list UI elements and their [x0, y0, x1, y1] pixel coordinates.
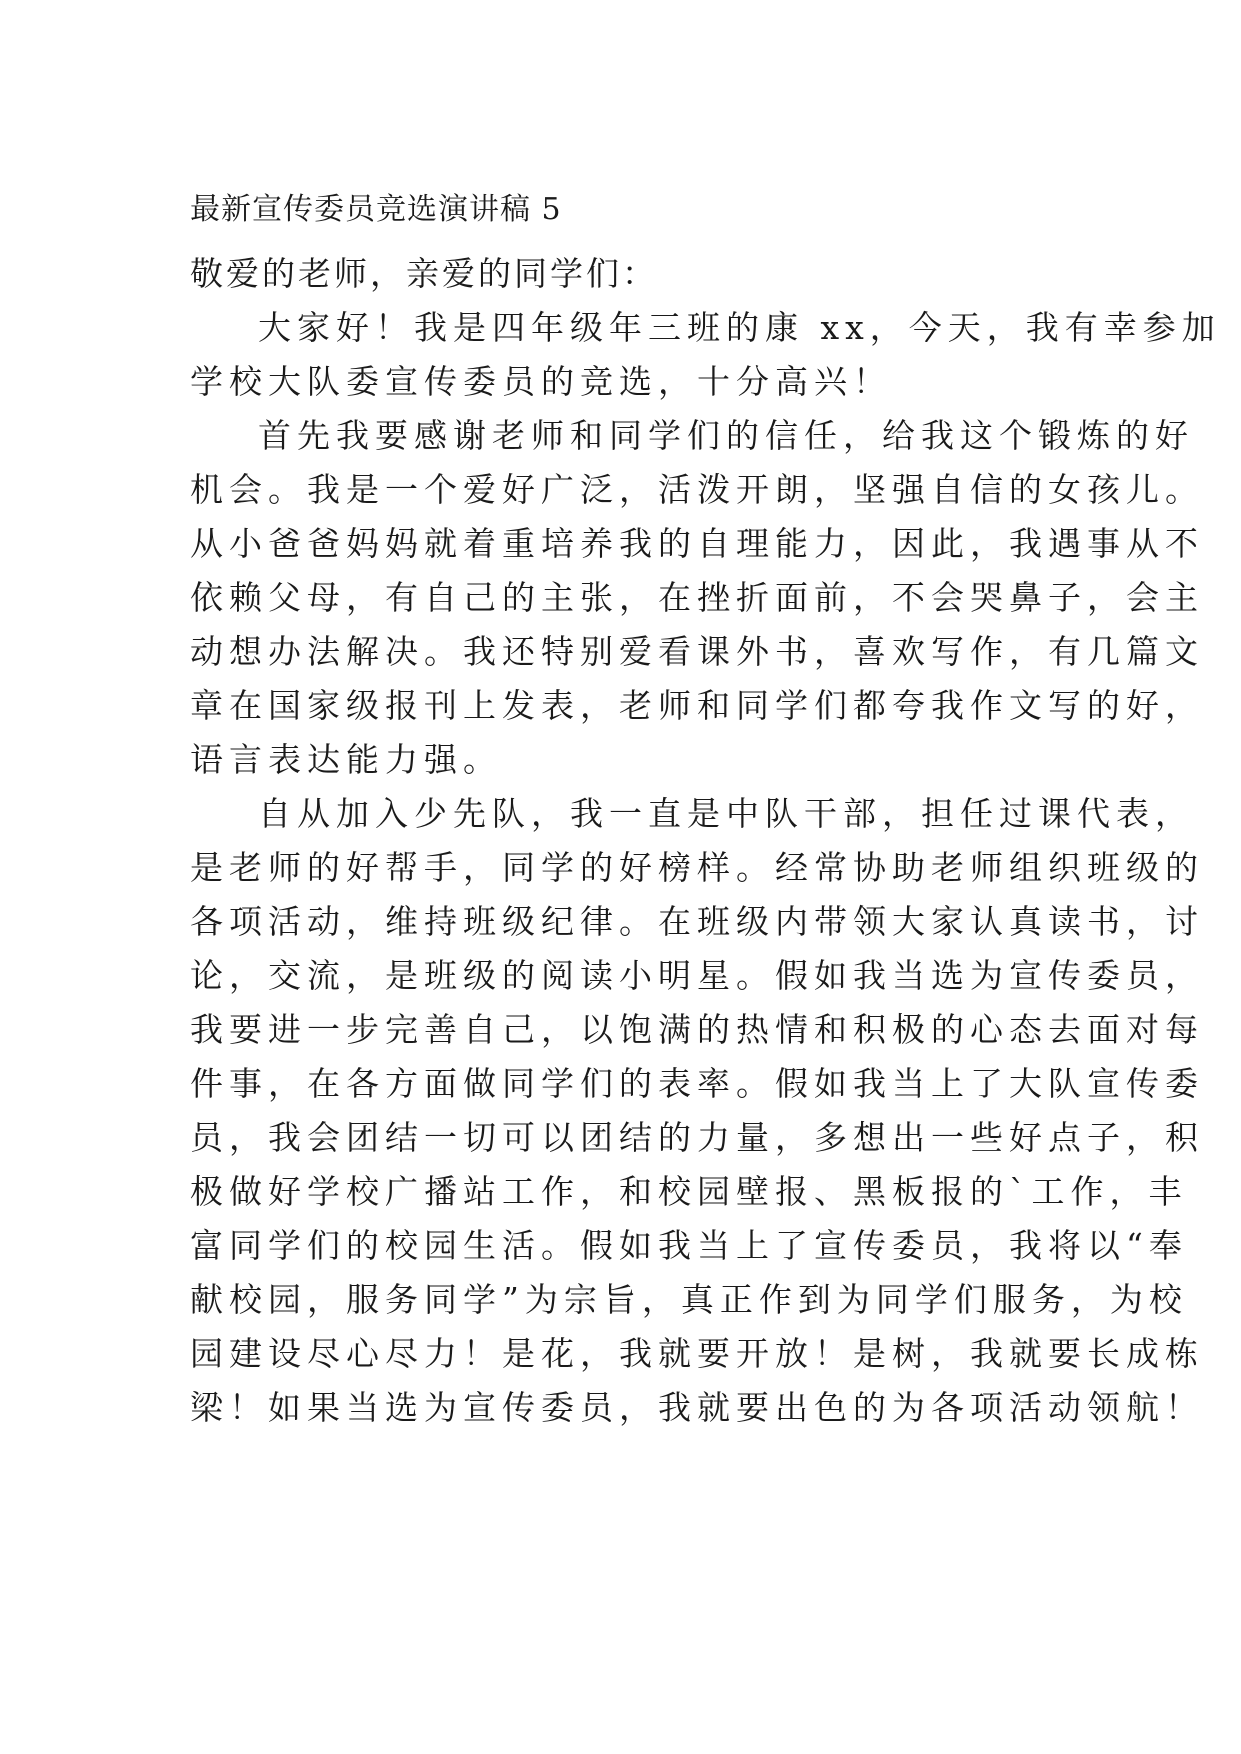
salutation: 敬爱的老师，亲爱的同学们： [190, 254, 658, 293]
paragraph-line: 自从加入少先队，我一直是中队干部，担任过课代表， [258, 794, 1194, 833]
paragraph-line: 极做好学校广播站工作，和校园壁报、黑板报的`工作，丰 [190, 1172, 1188, 1211]
paragraph-line: 依赖父母，有自己的主张，在挫折面前，不会哭鼻子，会主 [190, 578, 1204, 617]
document-title: 最新宣传委员竞选演讲稿 5 [190, 192, 562, 227]
paragraph-line: 富同学们的校园生活。假如我当上了宣传委员，我将以“奉 [190, 1226, 1188, 1265]
paragraph-line: 献校园，服务同学”为宗旨，真正作到为同学们服务，为校 [190, 1280, 1188, 1319]
paragraph-line: 大家好！我是四年级年三班的康 xx，今天，我有幸参加 [258, 308, 1221, 347]
paragraph-line: 是老师的好帮手，同学的好榜样。经常协助老师组织班级的 [190, 848, 1204, 887]
paragraph-line: 语言表达能力强。 [190, 740, 502, 779]
paragraph-line: 我要进一步完善自己，以饱满的热情和积极的心态去面对每 [190, 1010, 1204, 1049]
paragraph-line: 件事，在各方面做同学们的表率。假如我当上了大队宣传委 [190, 1064, 1204, 1103]
paragraph-line: 论，交流，是班级的阅读小明星。假如我当选为宣传委员， [190, 956, 1204, 995]
paragraph-line: 员，我会团结一切可以团结的力量，多想出一些好点子，积 [190, 1118, 1204, 1157]
paragraph-line: 机会。我是一个爱好广泛，活泼开朗，坚强自信的女孩儿。 [190, 470, 1204, 509]
paragraph-line: 从小爸爸妈妈就着重培养我的自理能力，因此，我遇事从不 [190, 524, 1204, 563]
paragraph-line: 各项活动，维持班级纪律。在班级内带领大家认真读书，讨 [190, 902, 1204, 941]
paragraph-line: 梁！如果当选为宣传委员，我就要出色的为各项活动领航！ [190, 1388, 1204, 1427]
paragraph-line: 园建设尽心尽力！是花，我就要开放！是树，我就要长成栋 [190, 1334, 1204, 1373]
paragraph-line: 首先我要感谢老师和同学们的信任，给我这个锻炼的好 [258, 416, 1194, 455]
paragraph-line: 章在国家级报刊上发表，老师和同学们都夸我作文写的好， [190, 686, 1204, 725]
paragraph-line: 学校大队委宣传委员的竞选，十分高兴！ [190, 362, 892, 401]
paragraph-line: 动想办法解决。我还特别爱看课外书，喜欢写作，有几篇文 [190, 632, 1204, 671]
